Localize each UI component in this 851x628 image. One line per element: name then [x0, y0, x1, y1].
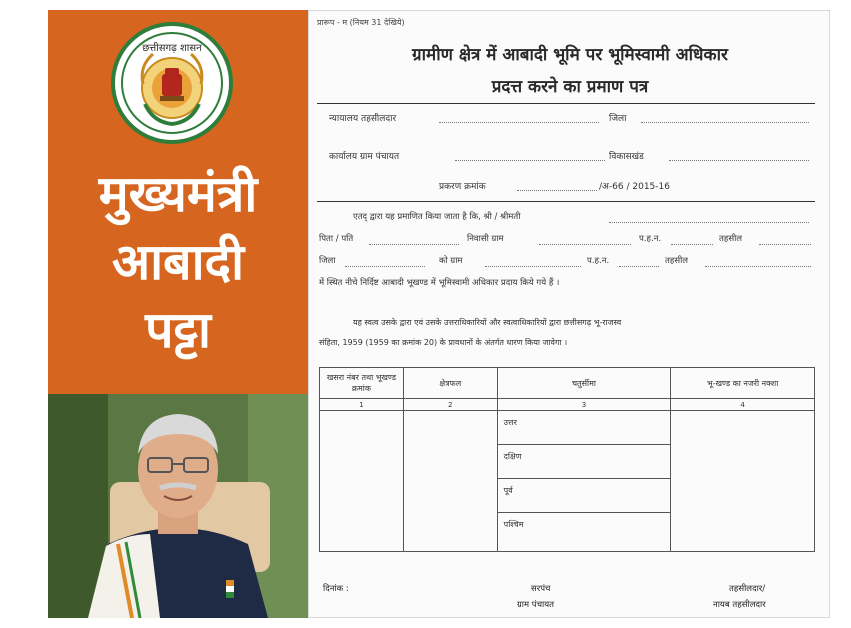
naib-tehsildar-label: नायब तहसीलदार	[713, 600, 766, 610]
certificate-title	[339, 39, 801, 103]
table-number-row	[320, 399, 815, 411]
holder-name-field	[609, 222, 809, 223]
tehsildar-label: तहसीलदार/	[729, 584, 766, 594]
block-label: विकासखंड	[609, 152, 644, 162]
tehsil-label-2: तहसील	[665, 256, 689, 266]
table-row	[320, 411, 815, 552]
court-field	[439, 122, 599, 123]
header-area: क्षेत्रफल	[403, 368, 497, 399]
district-field-2	[345, 266, 425, 267]
header-boundaries: चतुर्सीमा	[497, 368, 671, 399]
chief-minister-photo	[48, 394, 308, 618]
boundary-east: पूर्व	[498, 479, 671, 513]
land-ownership-certificate	[308, 10, 830, 618]
office-label: कार्यालय ग्राम पंचायत	[329, 152, 400, 162]
area-cell	[403, 411, 497, 552]
map-cell	[671, 411, 815, 552]
portrait-illustration	[48, 394, 308, 618]
boundary-south: दक्षिण	[498, 445, 671, 479]
court-label: न्यायालय तहसीलदार	[329, 114, 397, 124]
table-header-row	[320, 368, 815, 399]
divider	[317, 103, 815, 104]
date-label: दिनांक :	[323, 584, 349, 594]
signature-footer	[309, 581, 831, 619]
tehsil-field	[759, 244, 811, 245]
col-number: 4	[671, 399, 815, 411]
divider	[317, 201, 815, 202]
village-field	[539, 244, 631, 245]
district-label-2: जिला	[319, 256, 336, 266]
scheme-banner	[48, 10, 308, 618]
certify-line-1: एतद् द्वारा यह प्रमाणित किया जाता है कि, श्री / श्रीमती	[353, 212, 521, 222]
boundary-north: उत्तर	[498, 411, 671, 445]
block-field	[669, 160, 809, 161]
phn-field	[671, 244, 713, 245]
tehsil-field-2	[705, 266, 811, 267]
parent-label: पिता / पति	[319, 234, 354, 244]
case-number-field	[517, 190, 597, 191]
scheme-title	[48, 160, 308, 364]
certificate-title-line-2: प्रदत्त करने का प्रमाण पत्र	[491, 77, 649, 97]
phn-field-2	[619, 266, 659, 267]
office-field	[455, 160, 605, 161]
boundaries-cell	[497, 411, 671, 552]
phn-label: प.ह.न.	[639, 234, 662, 244]
header-khasra: खसरा नंबर तथा भूखण्ड क्रमांक	[320, 368, 404, 399]
col-number: 1	[320, 399, 404, 411]
land-details-table	[319, 367, 815, 552]
district-label: जिला	[609, 114, 627, 124]
boundary-west: पश्चिम	[503, 520, 524, 529]
phn-label-2: प.ह.न.	[587, 256, 610, 266]
case-number-value: /अ-66 / 2015-16	[599, 182, 670, 192]
sarpanch-label: सरपंच	[531, 584, 551, 594]
parent-field	[369, 244, 459, 245]
title-line-2: आबादी	[111, 233, 245, 291]
emblem-text: छत्तीसगढ़ शासन	[142, 43, 202, 54]
header-map: भू-खण्ड का नजरी नक्शा	[671, 368, 815, 399]
khasra-cell	[320, 411, 404, 552]
title-line-3: पट्टा	[145, 301, 211, 359]
village-label: निवासी ग्राम	[467, 234, 504, 244]
district-field	[641, 122, 809, 123]
certificate-title-line-1: ग्रामीण क्षेत्र में आबादी भूमि पर भूमिस्वामी अधिकार	[412, 45, 728, 65]
form-reference: प्रारूप - म (नियम 31 देखिये)	[317, 18, 405, 27]
tehsil-label: तहसील	[719, 234, 743, 244]
chhattisgarh-emblem	[111, 22, 233, 144]
title-line-1: मुख्यमंत्री	[98, 165, 258, 223]
case-number-label: प्रकरण क्रमांक	[439, 182, 486, 192]
to-village-label: को ग्राम	[439, 256, 463, 266]
tenure-line-1: यह स्वत्व उसके द्वारा एवं उसके उत्तराधिकारियों और स्वत्वाधिकारियों द्वारा छत्तीसगढ़ भू-राजस्व	[353, 318, 622, 327]
col-number: 2	[403, 399, 497, 411]
col-number: 3	[497, 399, 671, 411]
gram-panchayat-label: ग्राम पंचायत	[517, 600, 554, 610]
to-village-field	[485, 266, 581, 267]
rights-granted-line: में स्थित नीचे निर्दिष्ट आबादी भूखण्ड में भूमिस्वामी अधिकार प्रदाय किये गये हैं ।	[319, 278, 560, 288]
tenure-line-2: संहिता, 1959 (1959 का क्रमांक 20) के प्रावधानों के अंतर्गत धारण किया जावेगा ।	[319, 338, 568, 347]
emblem-seal-icon	[115, 26, 229, 140]
